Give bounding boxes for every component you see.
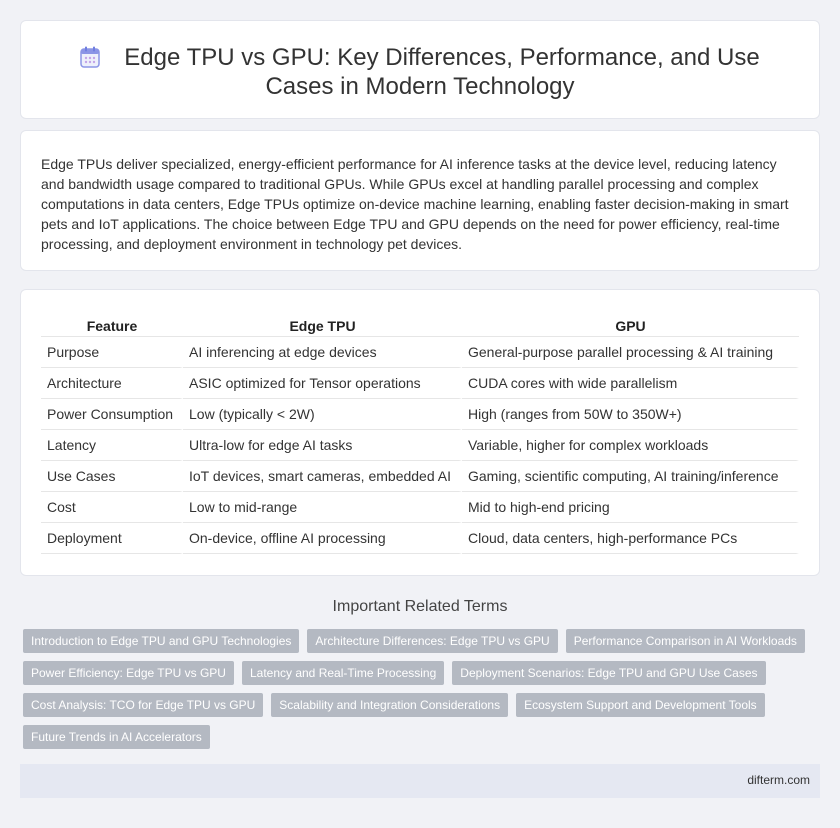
table-cell-feature: Deployment: [41, 523, 183, 554]
table-cell-gpu: Cloud, data centers, high-performance PCs: [462, 523, 799, 554]
table-cell-feature: Power Consumption: [41, 399, 183, 430]
table-row: [41, 399, 799, 430]
table-row: [41, 523, 799, 554]
table-cell-edge-tpu: On-device, offline AI processing: [183, 523, 462, 554]
table-cell-gpu: Mid to high-end pricing: [462, 492, 799, 523]
table-cell-edge-tpu: IoT devices, smart cameras, embedded AI: [183, 461, 462, 492]
footer-site-link[interactable]: difterm.com: [747, 773, 810, 787]
table-cell-edge-tpu: Low to mid-range: [183, 492, 462, 523]
related-term-tag[interactable]: Latency and Real-Time Processing: [242, 661, 444, 685]
related-term-tag[interactable]: Scalability and Integration Considerations: [271, 693, 508, 717]
comparison-table-card: [20, 289, 820, 576]
table-cell-gpu: General-purpose parallel processing & AI training: [462, 337, 799, 368]
header-gpu: GPU: [462, 315, 799, 337]
title-card: [20, 20, 820, 119]
table-cell-feature: Purpose: [41, 337, 183, 368]
related-term-tag[interactable]: Performance Comparison in AI Workloads: [566, 629, 805, 653]
table-row: [41, 461, 799, 492]
related-term-tag[interactable]: Introduction to Edge TPU and GPU Technologies: [23, 629, 299, 653]
related-term-tag[interactable]: Deployment Scenarios: Edge TPU and GPU Use Cases: [452, 661, 765, 685]
table-cell-gpu: CUDA cores with wide parallelism: [462, 368, 799, 399]
table-header-row: [41, 315, 799, 337]
related-terms-heading: Important Related Terms: [332, 598, 508, 615]
table-row: [41, 492, 799, 523]
table-cell-gpu: Variable, higher for complex workloads: [462, 430, 799, 461]
header-edge-tpu: Edge TPU: [183, 315, 462, 337]
table-row: [41, 430, 799, 461]
related-term-tag[interactable]: Architecture Differences: Edge TPU vs GPU: [307, 629, 557, 653]
footer: [20, 764, 820, 798]
intro-paragraph: Edge TPUs deliver specialized, energy-efficient performance for AI inference tasks at the device level, reducing latency and bandwidth usage compared to traditional GPUs. While GPUs excel at handling parallel processing and complex computations in data centers, Edge TPUs optimize on-device machine learning, enabling faster decision-making in smart pets and IoT applications. The choice between Edge TPU and GPU depends on the need for power efficiency, real-time processing, and deployment environment in technology pet devices.: [41, 156, 789, 252]
table-row: [41, 337, 799, 368]
comparison-table: [41, 315, 799, 554]
page-title: Edge TPU vs GPU: Key Differences, Performance, and Use Cases in Modern Technology: [124, 44, 760, 100]
calendar-icon: [80, 46, 100, 68]
table-cell-feature: Use Cases: [41, 461, 183, 492]
table-cell-feature: Latency: [41, 430, 183, 461]
related-term-tag[interactable]: Power Efficiency: Edge TPU vs GPU: [23, 661, 234, 685]
related-term-tag[interactable]: Ecosystem Support and Development Tools: [516, 693, 765, 717]
table-cell-gpu: High (ranges from 50W to 350W+): [462, 399, 799, 430]
table-cell-edge-tpu: ASIC optimized for Tensor operations: [183, 368, 462, 399]
related-term-tag[interactable]: Cost Analysis: TCO for Edge TPU vs GPU: [23, 693, 263, 717]
table-cell-edge-tpu: AI inferencing at edge devices: [183, 337, 462, 368]
intro-card: [20, 130, 820, 271]
page-title-container: [21, 43, 819, 101]
table-row: [41, 368, 799, 399]
table-cell-feature: Architecture: [41, 368, 183, 399]
header-feature: Feature: [41, 315, 183, 337]
table-cell-edge-tpu: Low (typically < 2W): [183, 399, 462, 430]
related-term-tag[interactable]: Future Trends in AI Accelerators: [23, 725, 210, 749]
related-terms-list: [23, 629, 823, 757]
table-cell-feature: Cost: [41, 492, 183, 523]
table-cell-edge-tpu: Ultra-low for edge AI tasks: [183, 430, 462, 461]
table-cell-gpu: Gaming, scientific computing, AI training/inference: [462, 461, 799, 492]
